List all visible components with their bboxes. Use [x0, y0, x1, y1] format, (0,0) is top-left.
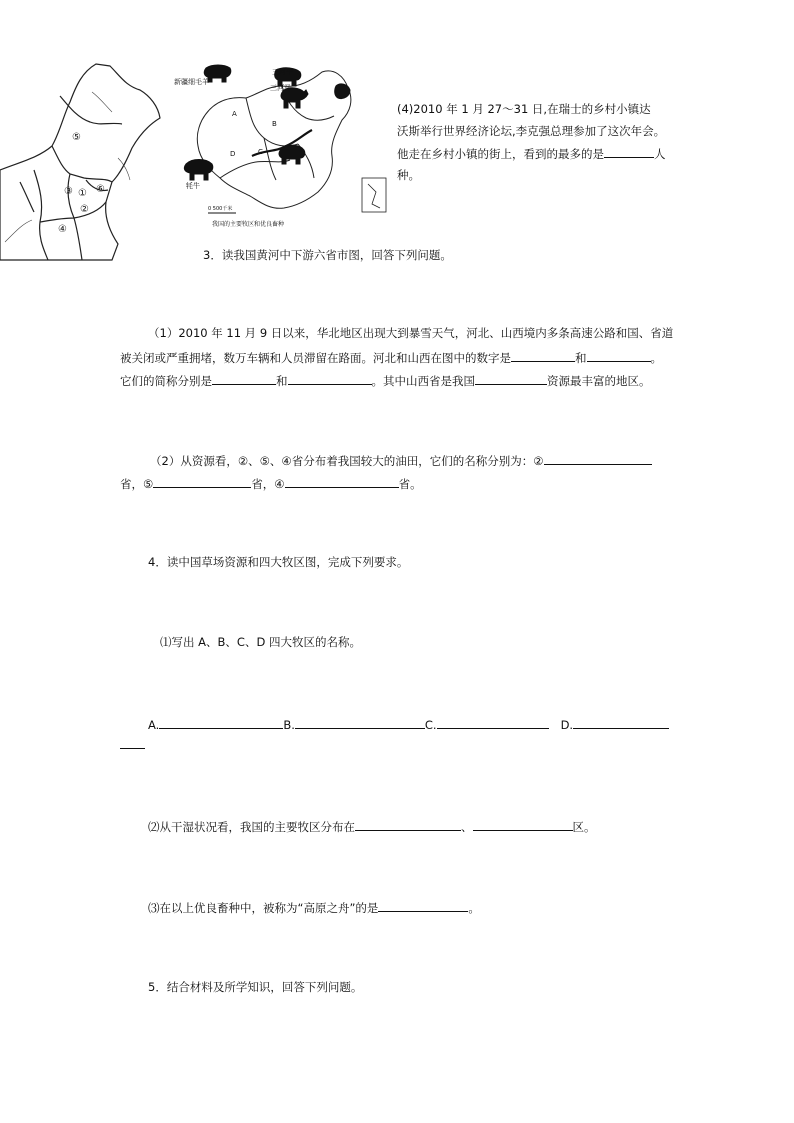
answer-blank-oilfield-5[interactable] [153, 475, 251, 488]
wool-animal-icon [335, 84, 350, 99]
answer-blank-humidity-1[interactable] [355, 818, 461, 831]
answer-blank-humidity-2[interactable] [473, 818, 573, 831]
region-letter-b: B [272, 120, 277, 128]
answer-blank-resource[interactable] [475, 372, 547, 385]
q2-4-line3-text: 他走在乡村小镇的街上，看到的最多的是 [397, 147, 604, 161]
q3-p1-line2 [120, 349, 662, 366]
q3-p1-line3-mid: 。其中山西省是我国 [371, 374, 475, 388]
q3-p1-line3-text: 它们的简称分别是 [120, 374, 212, 388]
map-marker-1: ① [78, 188, 87, 199]
map-marker-5: ⑤ [72, 132, 81, 143]
q3-p2-line2-b: 省，④ [251, 477, 285, 491]
map-caption: 我国的主要牧区和优良畜种 [212, 221, 285, 228]
q3-p1-line2-and: 和 [575, 351, 587, 365]
q3-p2-line2 [120, 475, 422, 492]
cattle-animal-icon-2 [279, 145, 305, 164]
q2-4-line3 [397, 145, 666, 162]
q4-p3-text: ⑶在以上优良畜种中，被称为“高原之舟”的是 [148, 901, 379, 915]
q2-4-line1: (4)2010 年 1 月 27～31 日,在瑞士的乡村小镇达 [397, 102, 651, 116]
map-marker-3: ③ [64, 186, 73, 197]
q4-p2-end: 区。 [572, 820, 596, 834]
q4-option-a-label: A. [148, 718, 160, 732]
q3-p1-line3-and: 和 [276, 374, 288, 388]
label-xinjiang-sheep: 新疆细毛羊 [174, 78, 209, 86]
q4-p3-end: 。 [468, 901, 480, 915]
q3-p1-line3 [120, 372, 651, 389]
q3-p1-line3-end: 资源最丰富的地区。 [547, 374, 651, 388]
label-yak: 牦牛 [186, 182, 200, 190]
answer-blank-hebei-abbr[interactable] [212, 372, 276, 385]
answer-blank-region-d-continued[interactable] [120, 736, 145, 749]
q4-option-c-label: C. [424, 718, 437, 732]
region-letter-d: D [230, 150, 236, 158]
answer-blank-shanxi-abbr[interactable] [288, 372, 372, 385]
label-sanhe-cattle: 三河牛 [272, 68, 293, 76]
answer-blank-region-b[interactable] [295, 716, 425, 729]
q3-p2-line1 [150, 452, 652, 469]
answer-blank-region-c[interactable] [437, 716, 549, 729]
q4-p2 [148, 818, 596, 835]
q4-options-line [148, 716, 669, 733]
map-marker-6: ⑥ [96, 184, 105, 195]
region-letter-a: A [232, 110, 237, 118]
q5-title: 5．结合材料及所学知识，回答下列问题。 [148, 980, 363, 994]
q3-p2-line2-c: 省。 [398, 477, 422, 491]
pastoral-regions-map [172, 60, 392, 235]
q3-p2-line2-a: 省，⑤ [120, 477, 154, 491]
q4-p1: ⑴写出 A、B、C、D 四大牧区的名称。 [160, 635, 361, 649]
region-letter-c: C [258, 148, 263, 156]
answer-blank-race[interactable] [604, 145, 654, 158]
q4-option-b-label: B. [283, 718, 295, 732]
scale-bar-label: 0 500千米 [208, 206, 233, 212]
map-marker-2: ② [80, 204, 89, 215]
answer-blank-plateau-boat[interactable] [378, 899, 468, 912]
map-marker-4: ④ [58, 224, 67, 235]
q3-p1-line2-end: 。 [650, 351, 662, 365]
q4-p3 [148, 899, 480, 916]
q4-p2-text: ⑵从干湿状况看，我国的主要牧区分布在 [148, 820, 355, 834]
q3-p1-line2-text: 被关闭或严重拥堵，数万车辆和人员滞留在路面。河北和山西在图中的数字是 [120, 351, 511, 365]
q4-p2-sep: 、 [461, 820, 473, 834]
q2-4-line2: 沃斯举行世界经济论坛,李克强总理参加了这次年会。 [397, 124, 666, 138]
answer-blank-region-a[interactable] [159, 716, 283, 729]
q3-p2-line1-text: （2）从资源看，②、⑤、④省分布着我国较大的油田，它们的名称分别为：② [150, 454, 544, 468]
q3-p1-line1: （1）2010 年 11 月 9 日以来，华北地区出现大到暴雪天气，河北、山西境内多条高速公路和国、省道 [148, 326, 674, 340]
answer-blank-hebei-number[interactable] [511, 349, 575, 362]
six-provinces-map [0, 62, 165, 262]
q3-title: 3．读我国黄河中下游六省市图，回答下列问题。 [203, 248, 452, 262]
answer-blank-oilfield-2[interactable] [544, 452, 652, 465]
q4-title: 4．读中国草场资源和四大牧区图，完成下列要求。 [148, 555, 409, 569]
answer-blank-shanxi-number[interactable] [587, 349, 651, 362]
q4-option-d-label: D. [560, 718, 574, 732]
yak-animal-icon [184, 160, 212, 181]
answer-blank-oilfield-4[interactable] [285, 475, 399, 488]
answer-blank-region-d[interactable] [573, 716, 669, 729]
q2-4-line3-end: 人 [654, 147, 666, 161]
q2-4-line4: 种。 [397, 168, 420, 182]
label-sanhe-horse: 三河马 [270, 84, 291, 92]
